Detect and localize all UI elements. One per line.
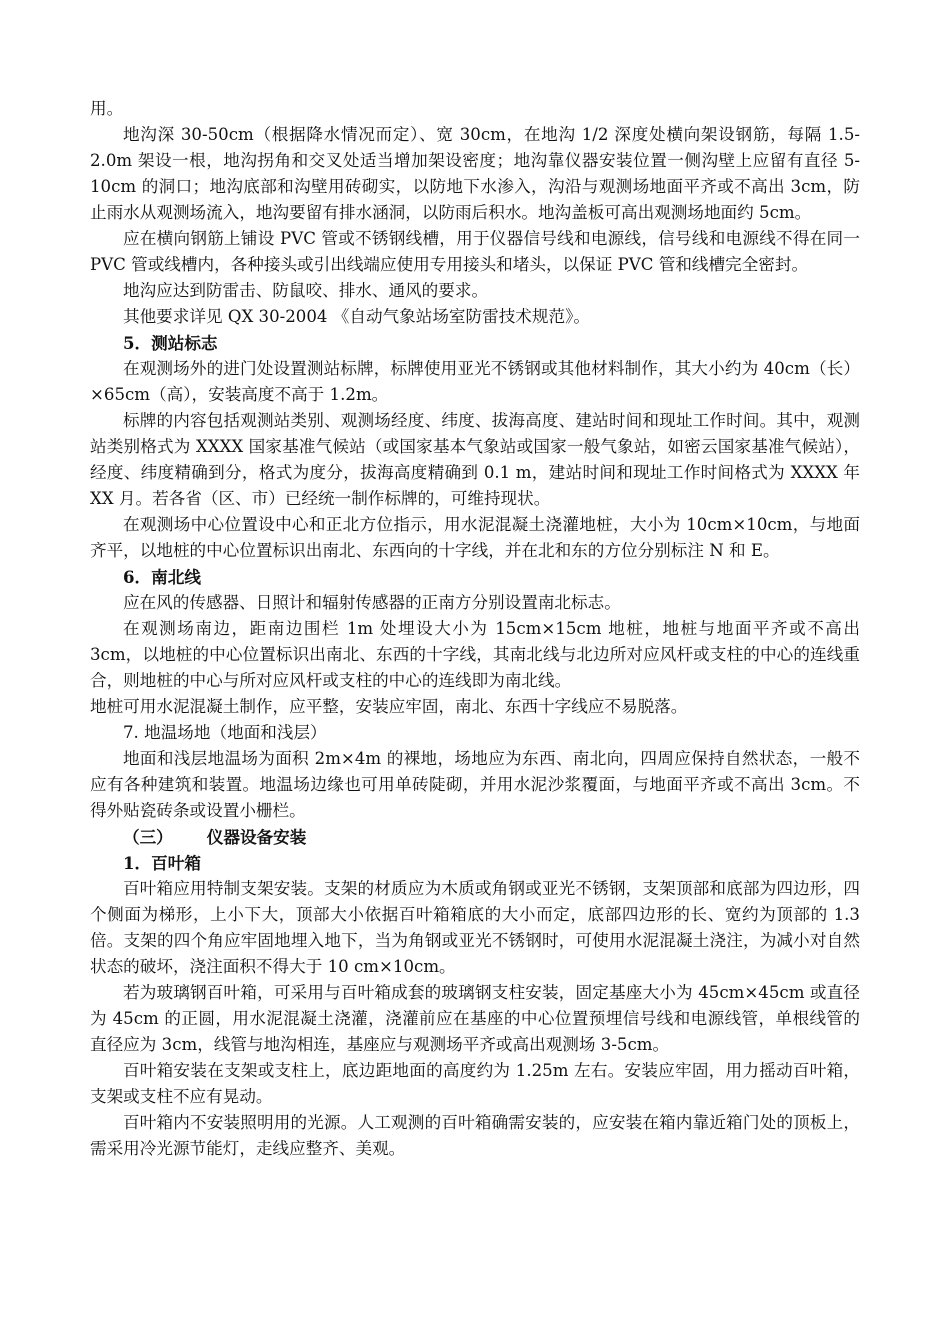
paragraph: 在观测场外的进门处设置测站标牌，标牌使用亚光不锈钢或其他材料制作，其大小约为 40cm（长）×65cm（高），安装高度不高于 1.2m。 [90,359,860,404]
paragraph: 地沟深 30-50cm（根据降水情况而定）、宽 30cm，在地沟 1/2 深度处横向架设钢筋，每隔 1.5-2.0m 架设一根，地沟拐角和交叉处适当增加架设密度；地沟靠仪器安装位置一侧沟壁上应留有直径 5-10cm 的洞口；地沟底部和沟壁用砖砌实，以防地下水渗入，沟沿与观测场地面平齐或不高出 3cm，防止雨水从观测场流入，地沟要留有排水涵洞，以防雨后积水。地沟盖板可高出观测场地面约 5cm。 [90,125,860,222]
paragraph: 应在风的传感器、日照计和辐射传感器的正南方分别设置南北标志。 [123,593,621,612]
paragraph: 用。 [90,99,124,118]
chapter-number: （三） [123,827,173,847]
paragraph: 百叶箱内不安装照明用的光源。人工观测的百叶箱确需安装的，应安装在箱内靠近箱门处的顶板上，需采用冷光源节能灯，走线应整齐、美观。 [90,1113,860,1158]
paragraph: 在观测场南边，距南边围栏 1m 处埋设大小为 15cm×15cm 地桩，地桩与地面平齐或不高出 3cm，以地桩的中心位置标识出南北、东西的十字线，其南北线与北边所对应风杆或支柱的中心的连线重合，则地桩的中心与所对应风杆或支柱的中心的连线即为南北线。 [90,619,860,690]
section-heading-soil-temperature-site: 7. 地温场地（地面和浅层） [123,723,327,742]
paragraph: 百叶箱应用特制支架安装。支架的材质应为木质或角钢或亚光不锈钢，支架顶部和底部为四边形，四个侧面为梯形，上小下大，顶部大小依据百叶箱箱底的大小而定，底部四边形的长、宽约为顶部的 1.3 倍。支架的四个角应牢固地埋入地下，当为角钢或亚光不锈钢时，可使用水泥混凝土浇注，为减小对自然状态的破坏，浇注面积不得大于 10 cm×10cm。 [90,879,860,976]
paragraph: 百叶箱安装在支架或支柱上，底边距地面的高度约为 1.25m 左右。安装应牢固，用力摇动百叶箱，支架或支柱不应有晃动。 [90,1061,860,1106]
paragraph: 应在横向钢筋上铺设 PVC 管或不锈钢线槽，用于仪器信号线和电源线，信号线和电源线不得在同一 PVC 管或线槽内，各种接头或引出线端应使用专用接头和堵头，以保证 PVC 管和线槽完全密封。 [90,229,860,274]
paragraph: 地沟应达到防雷击、防鼠咬、排水、通风的要求。 [123,281,489,300]
chapter-title: 仪器设备安装 [206,827,307,847]
paragraph: 地面和浅层地温场为面积 2m×4m 的裸地，场地应为东西、南北向，四周应保持自然状态，一般不应有各种建筑和装置。地温场边缘也可用单砖陡砌，并用水泥沙浆覆面，与地面平齐或不高出 3cm。不得外贴瓷砖条或设置小栅栏。 [90,749,860,820]
section-heading-louvered-box: 1．百叶箱 [123,853,201,873]
paragraph: 在观测场中心位置设中心和正北方位指示，用水泥混凝土浇灌地桩，大小为 10cm×10cm，与地面齐平，以地桩的中心位置标识出南北、东西向的十字线，并在北和东的方位分别标注 N 和 E。 [90,515,860,560]
document-page [90,96,860,1162]
section-heading-station-sign: 5．测站标志 [123,333,218,353]
paragraph: 标牌的内容包括观测站类别、观测场经度、纬度、拔海高度、建站时间和现址工作时间。其中，观测站类别格式为 XXXX 国家基准气候站（或国家基本气象站或国家一般气象站，如密云国家基准气候站），经度、纬度精确到分，格式为度分，拔海高度精确到 0.1 m，建站时间和现址工作时间格式为 XXXX 年 XX 月。若各省（区、市）已经统一制作标牌的，可维持现状。 [90,411,860,508]
paragraph: 若为玻璃钢百叶箱，可采用与百叶箱成套的玻璃钢支柱安装，固定基座大小为 45cm×45cm 或直径为 45cm 的正圆，用水泥混凝土浇灌，浇灌前应在基座的中心位置预埋信号线和电源线管，单根线管的直径应为 3cm，线管与地沟相连，基座应与观测场平齐或高出观测场 3-5cm。 [90,983,860,1054]
paragraph: 地桩可用水泥混凝土制作，应平整，安装应牢固，南北、东西十字线应不易脱落。 [90,697,688,716]
paragraph: 其他要求详见 QX 30-2004 《自动气象站场室防雷技术规范》。 [123,307,590,326]
section-heading-north-south-line: 6．南北线 [123,567,201,587]
chapter-heading-instrument-installation [90,824,860,850]
